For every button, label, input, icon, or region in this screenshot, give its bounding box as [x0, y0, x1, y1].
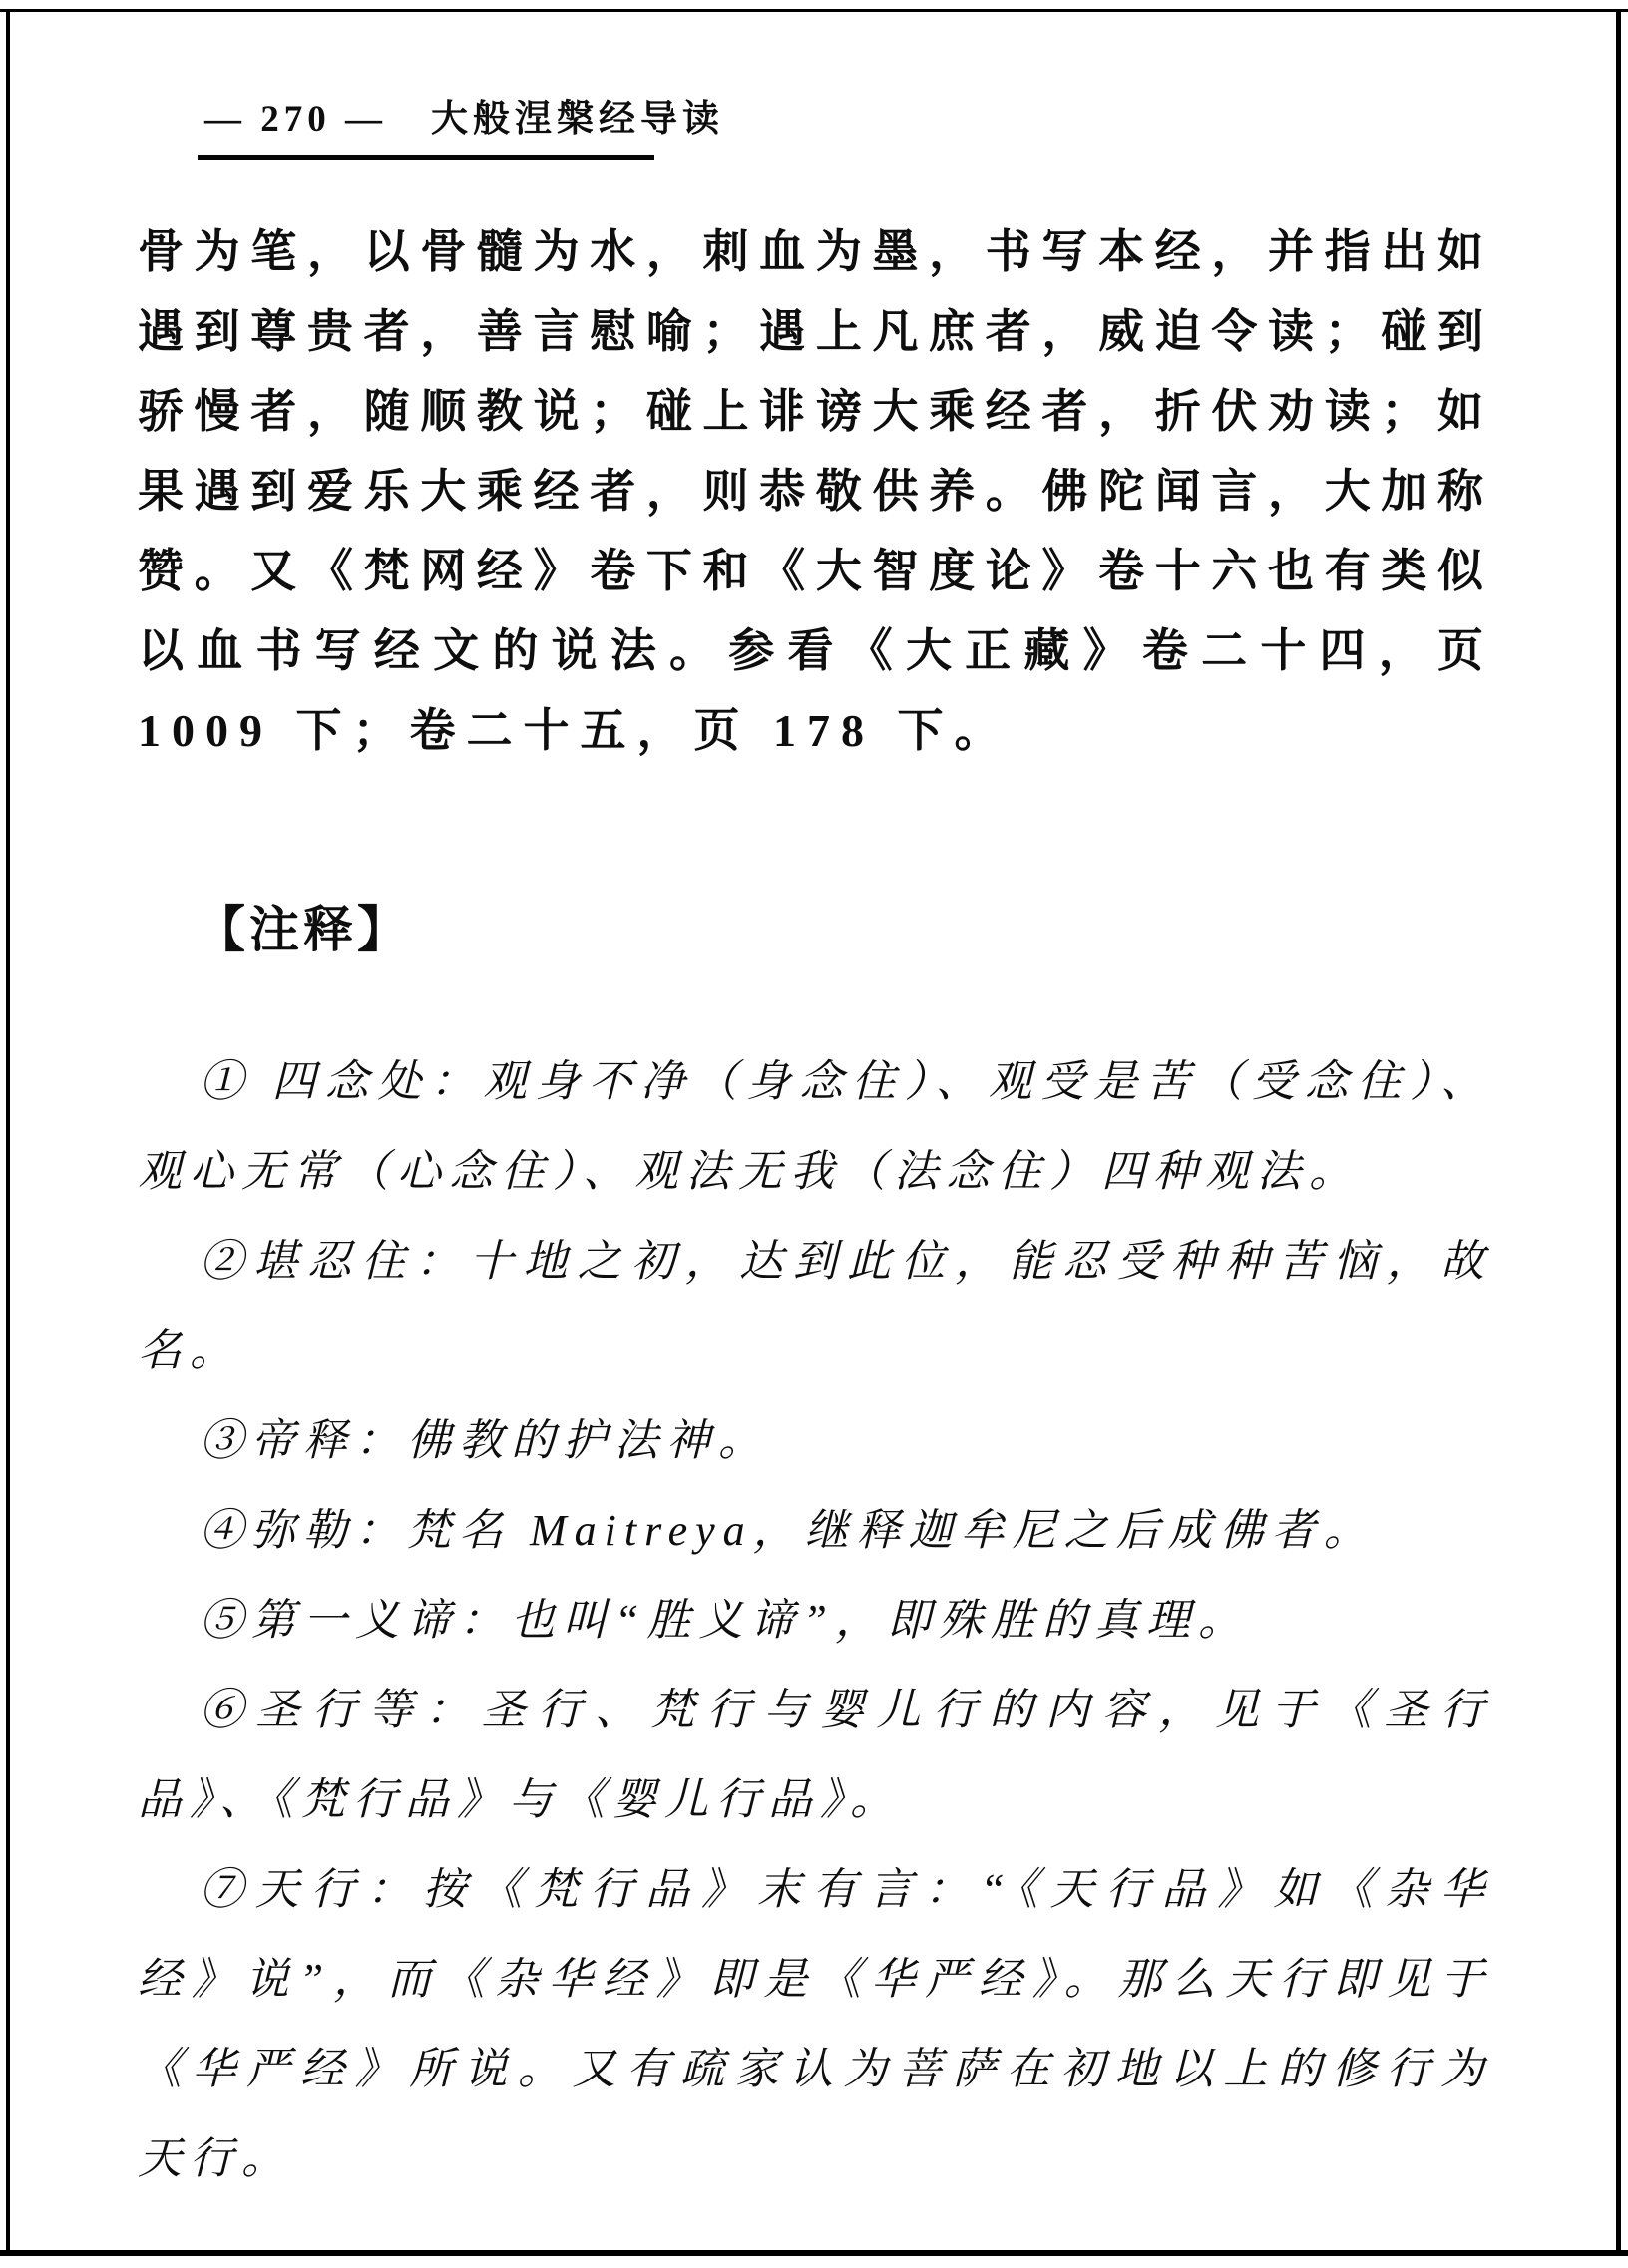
- book-title: 大般涅槃经导读: [431, 99, 724, 140]
- paragraph-line: 骄慢者，随顺教说；碰上诽谤大乘经者，折伏劝读；如: [138, 386, 1492, 437]
- paragraph-line: 遇到尊贵者，善言慰喻；遇上凡庶者，威迫令读；碰到: [138, 306, 1492, 357]
- notes-list: [138, 1037, 1492, 2204]
- note-line-4: ④弥勒：梵名 Maitreya，继释迦牟尼之后成佛者。: [200, 1506, 1376, 1555]
- paragraph-line: 赞。又《梵网经》卷下和《大智度论》卷十六也有类似: [138, 546, 1492, 596]
- note-line-3: ③帝释：佛教的护法神。: [200, 1416, 770, 1465]
- scan-border-bottom: [0, 2250, 1628, 2256]
- note-line-2b: 名。: [138, 1326, 241, 1375]
- note-line-1a: ① 四念处：观身不净（身念住）、观受是苦（受念住）、: [200, 1057, 1492, 1106]
- note-line-7d: 天行。: [138, 2134, 293, 2183]
- running-header: [204, 88, 724, 142]
- note-line-7a: ⑦天行：按《梵行品》末有言：“《天行品》如《杂华: [200, 1865, 1492, 1914]
- header-rule: [198, 155, 654, 160]
- note-line-2a: ②堪忍住：十地之初，达到此位，能忍受种种苦恼，故: [200, 1237, 1492, 1286]
- note-line-7b: 经》说”，而《杂华经》即是《华严经》。那么天行即见于: [138, 1955, 1492, 2004]
- scan-border-top: [0, 9, 1628, 12]
- scan-border-right: [1616, 9, 1621, 2256]
- note-line-7c: 《华严经》所说。又有疏家认为菩萨在初地以上的修行为: [138, 2045, 1492, 2093]
- note-line-6a: ⑥圣行等：圣行、梵行与婴儿行的内容，见于《圣行: [200, 1686, 1492, 1734]
- paragraph-line: 1009 下；卷二十五，页 178 下。: [138, 705, 1012, 756]
- note-line-1b: 观心无常（心念住）、观法无我（法念住）四种观法。: [138, 1147, 1361, 1196]
- page-number: — 270 —: [204, 99, 387, 140]
- paragraph-line: 果遇到爱乐大乘经者，则恭敬供养。佛陀闻言，大加称: [138, 466, 1492, 517]
- note-line-6b: 品》、《梵行品》与《婴儿行品》。: [138, 1775, 902, 1824]
- scan-border-left: [6, 9, 10, 2256]
- notes-section-heading: 【注释】: [196, 902, 411, 957]
- body-paragraph: [138, 212, 1492, 771]
- note-line-5: ⑤第一义谛：也叫“胜义谛”，即殊胜的真理。: [200, 1596, 1250, 1645]
- paragraph-line: 以血书写经文的说法。参看《大正藏》卷二十四，页: [138, 625, 1492, 676]
- paragraph-line: 骨为笔，以骨髓为水，刺血为墨，书写本经，并指出如: [138, 226, 1492, 277]
